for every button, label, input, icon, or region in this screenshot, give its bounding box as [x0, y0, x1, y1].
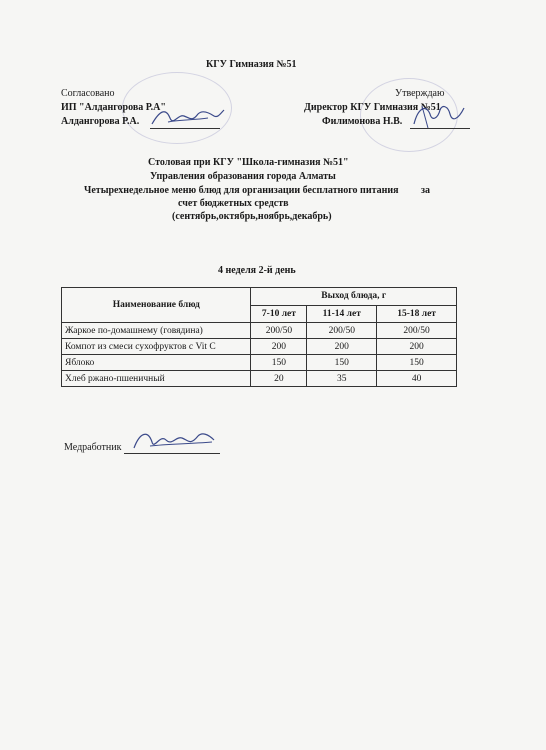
portion-value: 200 — [307, 339, 377, 355]
approved-position: Директор КГУ Гимназия №51 — [304, 102, 441, 113]
portion-value: 200/50 — [377, 323, 457, 339]
approved-title: Утверждаю — [395, 88, 445, 99]
agreed-title: Согласовано — [61, 88, 115, 99]
portion-value: 200 — [251, 339, 307, 355]
title-line-1: Столовая при КГУ "Школа-гимназия №51" — [148, 157, 349, 168]
agreed-person: Алдангорова Р.А. — [61, 116, 140, 127]
school-title: КГУ Гимназия №51 — [206, 59, 297, 70]
title-line-5: (сентябрь,октябрь,ноябрь,декабрь) — [172, 211, 332, 222]
table-header-row — [62, 288, 457, 306]
portion-value: 40 — [377, 371, 457, 387]
medworker-label: Медработник — [64, 442, 122, 453]
agreed-org: ИП "Алдангорова Р.А" — [61, 102, 166, 113]
portion-value: 200 — [377, 339, 457, 355]
dish-name: Хлеб ржано-пшеничный — [62, 371, 251, 387]
portion-value: 150 — [251, 355, 307, 371]
medworker-signature-icon — [128, 426, 220, 454]
day-label: 4 неделя 2-й день — [218, 265, 296, 276]
portion-value: 150 — [377, 355, 457, 371]
approved-person: Филимонова Н.В. — [322, 116, 403, 127]
dish-name: Жаркое по-домашнему (говядина) — [62, 323, 251, 339]
age-group-header: 7-10 лет — [251, 305, 307, 323]
approved-signature-icon — [408, 98, 470, 132]
portion-value: 150 — [307, 355, 377, 371]
dish-name: Яблоко — [62, 355, 251, 371]
age-group-header: 15-18 лет — [377, 305, 457, 323]
portion-value: 35 — [307, 371, 377, 387]
column-header-group: Выход блюда, г — [251, 288, 457, 306]
table-row — [62, 339, 457, 355]
table-row — [62, 355, 457, 371]
menu-table — [61, 287, 457, 387]
column-header-name: Наименование блюд — [62, 288, 251, 323]
age-group-header: 11-14 лет — [307, 305, 377, 323]
title-line-4: счет бюджетных средств — [178, 198, 289, 209]
portion-value: 20 — [251, 371, 307, 387]
dish-name: Компот из смеси сухофруктов с Vit C — [62, 339, 251, 355]
title-line-2: Управления образования города Алматы — [150, 171, 336, 182]
agreed-signature-icon — [148, 104, 226, 130]
portion-value: 200/50 — [307, 323, 377, 339]
table-row — [62, 323, 457, 339]
table-row — [62, 371, 457, 387]
portion-value: 200/50 — [251, 323, 307, 339]
title-line-3-tail: за — [421, 185, 431, 196]
title-line-3: Четырехнедельное меню блюд для организации бесплатного питания — [84, 185, 399, 196]
